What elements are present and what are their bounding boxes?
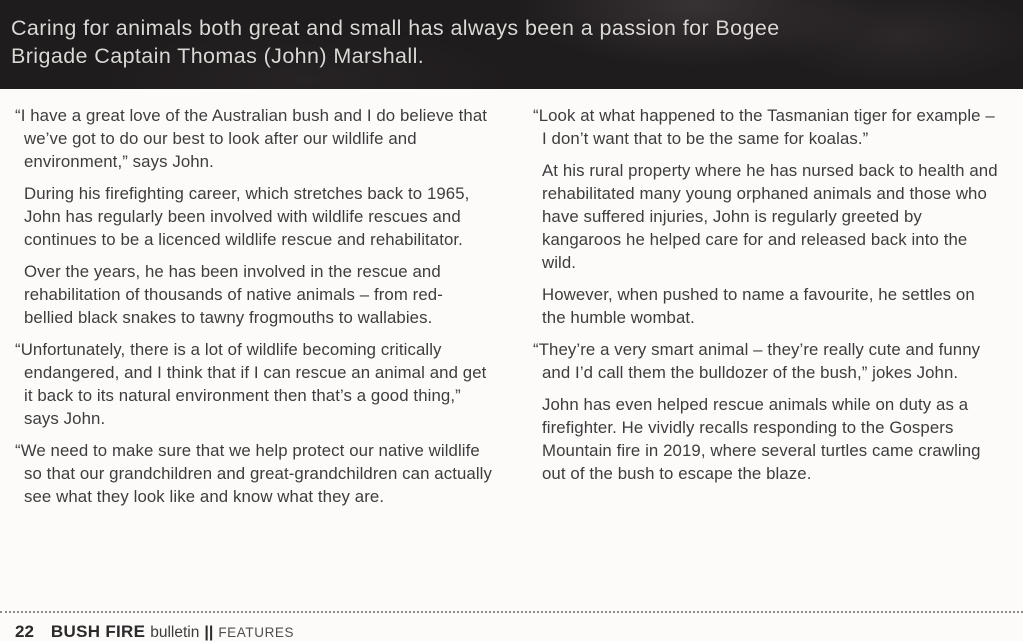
paragraph-quote-unfortunately: “Unfortunately, there is a lot of wildlife becoming critically endangered, and I think that if I can rescue an animal and get it back to its natural environment then that’s a good thing,” says John.	[15, 340, 487, 428]
paragraph-favourite-wombat: However, when pushed to name a favourite, he settles on the humble wombat.	[542, 285, 975, 327]
right-column	[530, 104, 999, 517]
footer-separator: ||	[204, 624, 214, 641]
article-body	[0, 89, 1023, 517]
paragraph-quote-smart-animal: “They’re a very smart animal – they’re really cute and funny and I’d call them the bulldozer of the bush,” jokes John.	[533, 340, 981, 382]
article-header-banner	[0, 0, 1023, 89]
paragraph-rural-property: At his rural property where he has nursed back to health and rehabilitated many young orphaned animals and those who have suffered injuries, John is regularly greeted by kangaroos he helped care for and released back into the wild.	[542, 161, 998, 272]
page-number: 22	[15, 622, 34, 641]
publication-title: BUSH FIRE	[50, 622, 146, 641]
footer-text	[0, 622, 1023, 641]
page-footer	[0, 611, 1023, 641]
paragraph-quote-tasmanian-tiger: “Look at what happened to the Tasmanian tiger for example – I don’t want that to be the same for koalas.”	[533, 106, 995, 148]
paragraph-over-the-years: Over the years, he has been involved in the rescue and rehabilitation of thousands of native animals – from red-bellied black snakes to tawny frogmouths to wallabies.	[24, 262, 443, 327]
paragraph-rescue-on-duty: John has even helped rescue animals while on duty as a firefighter. He vividly recalls responding to the Gospers Mountain fire in 2019, where several turtles came crawling out of the bush to escape the blaze.	[542, 395, 981, 483]
dotted-divider	[0, 611, 1023, 613]
headline-line1: Caring for animals both great and small has always been a passion for Bogee	[11, 16, 780, 40]
left-column	[12, 104, 492, 517]
headline-line2: Brigade Captain Thomas (John) Marshall.	[11, 43, 425, 68]
paragraph-quote-great-love: “I have a great love of the Australian bush and I do believe that we’ve got to do our best to look after our wildlife and environment,” says John.	[15, 106, 488, 171]
publication-subtitle: bulletin	[150, 624, 200, 641]
section-label: FEATURES	[218, 625, 295, 640]
paragraph-quote-we-need: “We need to make sure that we help protect our native wildlife so that our grandchildren and great-grandchildren can actually see what they look like and know what they are.	[15, 441, 492, 506]
article-headline	[0, 0, 1023, 70]
paragraph-firefighting-career: During his firefighting career, which stretches back to 1965, John has regularly been involved with wildlife rescues and continues to be a licenced wildlife rescue and rehabilitator.	[24, 184, 470, 249]
